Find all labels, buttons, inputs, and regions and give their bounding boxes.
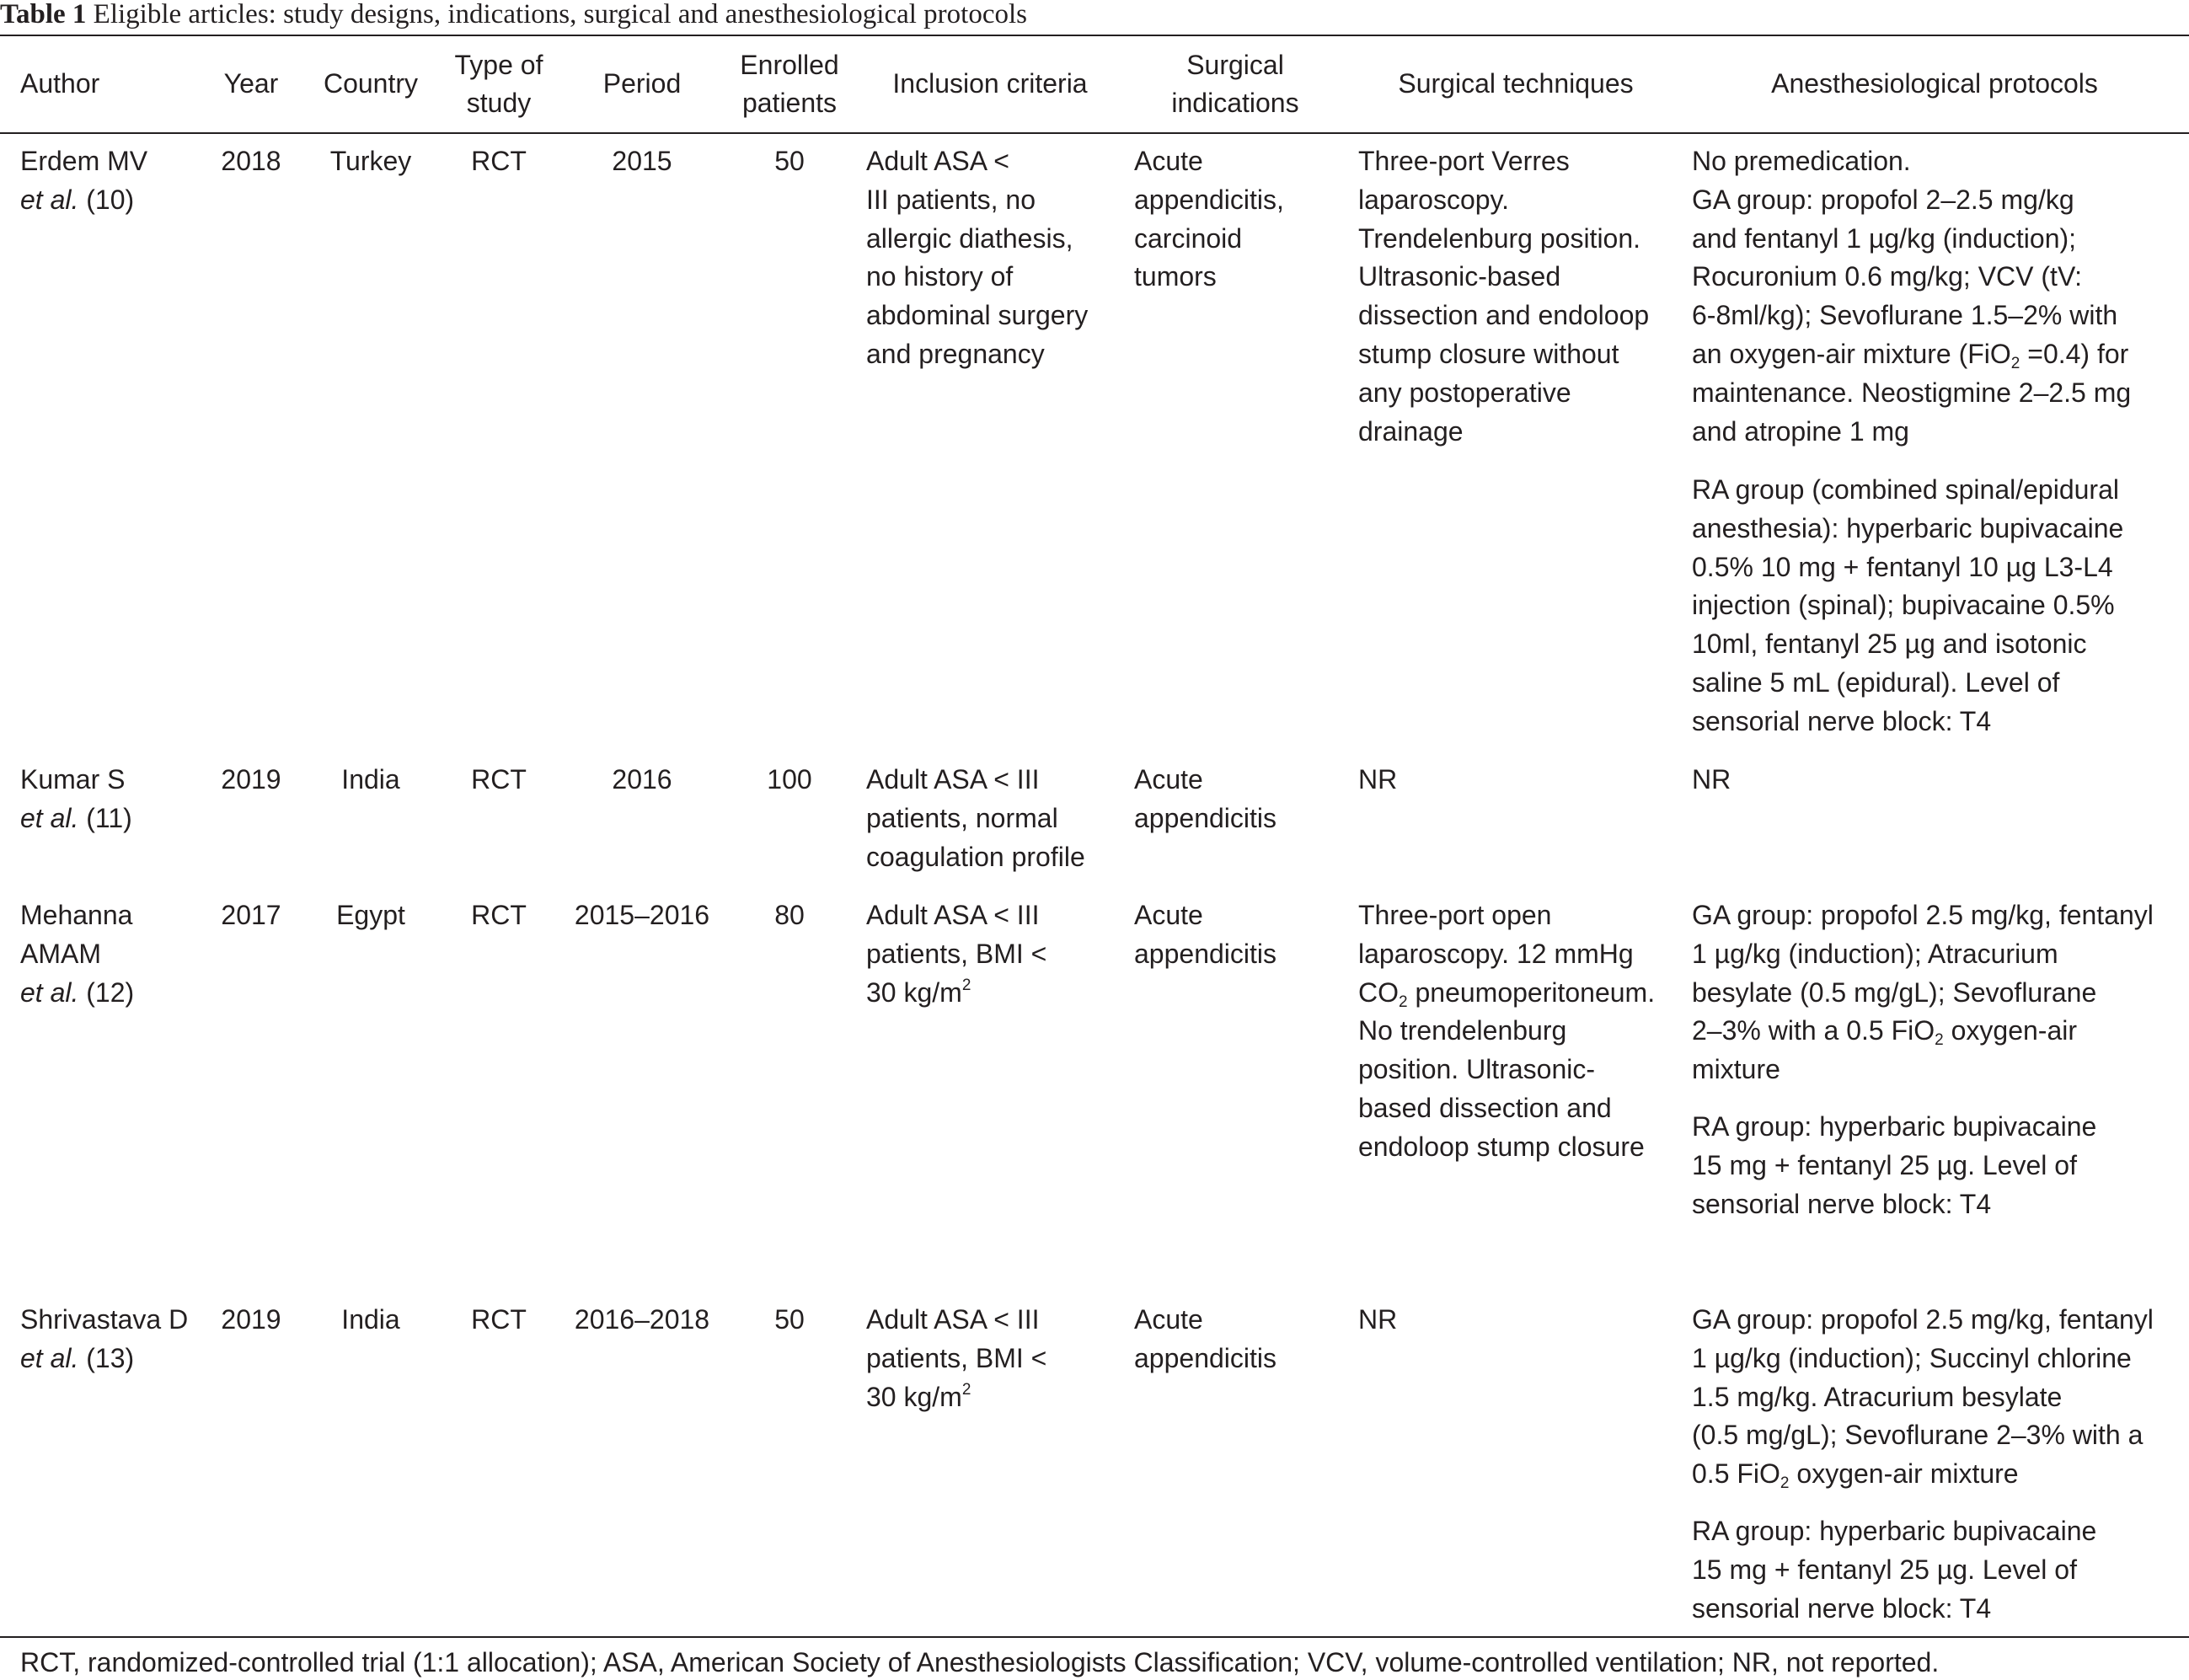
technique-line: Three-port open [1358,900,1552,930]
protocol-line [1692,1455,2154,1494]
protocol-line: 15 mg + fentanyl 25 µg. Level of [1692,1149,2077,1180]
table-title: Eligible articles: study designs, indications, surgical and anesthesiological protocols [93,0,1027,29]
author-etal: et al. [20,976,79,1008]
year-cell: 2017 [221,900,281,930]
inclusion-line: patients, BMI < [866,1342,1047,1373]
techniques-cell [1358,142,1649,451]
period-cell: 2016–2018 [574,1304,710,1335]
protocol-line: and atropine 1 mg [1692,415,1909,447]
technique-line: Three-port Verres [1358,146,1570,176]
protocol-line: 6-8ml/kg); Sevoflurane 1.5–2% with [1692,300,2118,331]
inclusion-line: III patients, no [866,184,1036,215]
header-indications-line1: Surgical [1186,50,1284,80]
header-type-line1: Type of [454,50,543,80]
inclusion-line [866,974,1046,1013]
author-etal: et al. [20,184,79,215]
author-ref: (13) [78,1342,135,1373]
superscript: 2 [961,1380,971,1399]
header-techniques: Surgical techniques [1398,68,1634,99]
protocol-line: and fentanyl 1 µg/kg (induction); [1692,222,2077,254]
period-cell: 2015 [612,146,672,176]
technique-line: endoloop stump closure [1358,1131,1645,1162]
protocol-line: 1.5 mg/kg. Atracurium besylate [1692,1381,2063,1412]
protocol-line: GA group: propofol 2.5 mg/kg, fentanyl [1692,900,2154,930]
header-protocols: Anesthesiological protocols [1771,68,2098,99]
inclusion-cell [866,761,1085,876]
protocol-line: GA group: propofol 2.5 mg/kg, fentanyl [1692,1304,2154,1335]
protocol-line: GA group: propofol 2–2.5 mg/kg [1692,184,2074,215]
header-country: Country [323,68,419,99]
header-period: Period [602,68,682,99]
enrolled-cell: 50 [774,1304,805,1335]
indication-line: appendicitis [1134,802,1276,833]
techniques-cell: NR [1358,1304,1398,1335]
protocol-line [1692,335,2131,374]
indications-cell [1134,142,1284,297]
technique-text: CO [1358,976,1399,1008]
author-ref: (11) [78,802,132,833]
protocol-line: 10ml, fentanyl 25 µg and isotonic [1692,629,2087,660]
indication-line: Acute [1134,1304,1203,1335]
protocol-line [1692,1012,2154,1051]
indication-line: appendicitis [1134,938,1276,969]
inclusion-cell [866,1301,1046,1416]
inclusion-line: allergic diathesis, [866,222,1073,254]
superscript: 2 [961,976,971,994]
indications-cell [1134,761,1276,838]
author-cell [20,142,147,220]
author-cell [20,896,134,1012]
protocol-line: saline 5 mL (epidural). Level of [1692,666,2060,698]
inclusion-line: no history of [866,261,1014,292]
technique-line: drainage [1358,415,1464,447]
protocol-ga-cell [1692,896,2154,1089]
subscript: 2 [2010,354,2020,372]
bottom-rule [0,1636,2189,1638]
technique-line: laparoscopy. [1358,184,1510,215]
table-caption [0,0,1027,34]
inclusion-line: and pregnancy [866,338,1045,369]
author-name: Mehanna [20,900,133,930]
type-cell: RCT [471,764,527,795]
author-etal: et al. [20,802,79,833]
protocol-line: sensorial nerve block: T4 [1692,1188,1992,1219]
protocol-line: (0.5 mg/gL); Sevoflurane 2–3% with a [1692,1420,2144,1451]
inclusion-line: patients, BMI < [866,938,1047,969]
enrolled-cell: 100 [767,764,812,795]
protocol-line: No premedication. [1692,146,1911,176]
author-name: Kumar S [20,764,126,795]
technique-line: Trendelenburg position. [1358,222,1641,254]
period-cell: 2015–2016 [574,900,710,930]
protocol-cell: NR [1692,764,1731,795]
technique-line: stump closure without [1358,338,1619,369]
protocol-ra-cell [1692,471,2123,741]
author-cell [20,1301,188,1378]
protocol-line: Rocuronium 0.6 mg/kg; VCV (tV: [1692,261,2082,292]
technique-text: pneumoperitoneum. [1407,976,1656,1008]
technique-line [1358,974,1655,1013]
author-etal-line [20,974,134,1013]
technique-line: any postoperative [1358,377,1571,408]
protocol-line: mixture [1692,1054,1780,1085]
protocol-ga-cell [1692,142,2131,451]
protocol-line: 15 mg + fentanyl 25 µg. Level of [1692,1554,2077,1585]
header-type-line2: study [466,88,532,118]
protocol-line: RA group (combined spinal/epidural [1692,474,2119,505]
author-ref: (10) [78,184,135,215]
protocol-text: oxygen-air mixture [1789,1458,2019,1490]
technique-line: Ultrasonic-based [1358,261,1561,292]
year-cell: 2019 [221,764,281,795]
author-etal: et al. [20,1342,79,1373]
header-enrolled-line1: Enrolled [740,50,839,80]
protocol-line: maintenance. Neostigmine 2–2.5 mg [1692,377,2132,408]
protocol-line: 0.5% 10 mg + fentanyl 10 µg L3-L4 [1692,551,2113,582]
header-indications [1126,46,1345,122]
table-footnote: RCT, randomized-controlled trial (1:1 allocation); ASA, American Society of Anesthesiologists Classification; VCV, volume-controlled ventilation; NR, not reported. [20,1647,1940,1677]
protocol-line: 1 µg/kg (induction); Succinyl chlorine [1692,1342,2132,1373]
subscript: 2 [1780,1474,1790,1493]
protocol-line: RA group: hyperbaric bupivacaine [1692,1111,2097,1142]
author-etal-line [20,800,132,838]
period-cell: 2016 [612,764,672,795]
header-inclusion: Inclusion criteria [892,68,1088,99]
technique-line: dissection and endoloop [1358,300,1650,331]
protocol-text: oxygen-air [1943,1015,2078,1046]
country-cell: Egypt [336,900,405,930]
author-name: Shrivastava D [20,1304,189,1335]
protocol-line: besylate (0.5 mg/gL); Sevoflurane [1692,976,2097,1008]
indication-line: carcinoid [1134,222,1243,254]
protocol-text: 0.5 FiO [1692,1458,1780,1490]
indication-line: appendicitis, [1134,184,1284,215]
type-cell: RCT [471,1304,527,1335]
inclusion-line [866,1378,1046,1417]
inclusion-line: Adult ASA < [866,146,1009,176]
top-rule [0,35,2189,36]
enrolled-cell: 50 [774,146,805,176]
protocol-line: injection (spinal); bupivacaine 0.5% [1692,590,2115,621]
country-cell: Turkey [329,146,412,176]
header-author: Author [20,68,100,99]
inclusion-text: 30 kg/m [866,1381,962,1412]
author-ref: (12) [78,976,135,1008]
protocol-line: sensorial nerve block: T4 [1692,705,1992,736]
inclusion-cell [866,142,1088,374]
table-label: Table 1 [0,0,87,29]
country-cell: India [341,1304,400,1335]
protocol-text: =0.4) for [2020,338,2129,369]
protocol-line: RA group: hyperbaric bupivacaine [1692,1516,2097,1546]
technique-line: position. Ultrasonic- [1358,1054,1595,1085]
indication-line: Acute [1134,900,1203,930]
enrolled-cell: 80 [774,900,805,930]
protocol-line: 1 µg/kg (induction); Atracurium [1692,938,2058,969]
inclusion-cell [866,896,1046,1012]
protocol-ga-cell [1692,1301,2154,1494]
header-year: Year [223,68,279,99]
subscript: 2 [1399,992,1408,1011]
indication-line: Acute [1134,764,1203,795]
indication-line: tumors [1134,261,1217,292]
header-type [440,46,558,122]
techniques-cell [1358,896,1655,1167]
type-cell: RCT [471,146,527,176]
header-indications-line2: indications [1171,88,1299,118]
inclusion-line: abdominal surgery [866,300,1089,331]
author-etal-line [20,181,147,220]
inclusion-line: Adult ASA < III [866,1304,1040,1335]
author-name-cont: AMAM [20,938,101,969]
technique-line: No trendelenburg [1358,1015,1567,1046]
author-etal-line [20,1340,188,1378]
protocol-line: anesthesia): hyperbaric bupivacaine [1692,512,2124,543]
inclusion-line: Adult ASA < III [866,900,1040,930]
technique-line: based dissection and [1358,1092,1612,1123]
type-cell: RCT [471,900,527,930]
inclusion-line: Adult ASA < III [866,764,1040,795]
year-cell: 2018 [221,146,281,176]
country-cell: India [341,764,400,795]
indication-line: Acute [1134,146,1203,176]
inclusion-line: patients, normal [866,802,1058,833]
inclusion-line: coagulation profile [866,841,1085,872]
indications-cell [1134,1301,1276,1378]
indication-line: appendicitis [1134,1342,1276,1373]
techniques-cell: NR [1358,764,1398,795]
author-name: Erdem MV [20,146,148,176]
technique-line: laparoscopy. 12 mmHg [1358,938,1634,969]
year-cell: 2019 [221,1304,281,1335]
indications-cell [1134,896,1276,974]
protocol-ra-cell [1692,1512,2096,1628]
protocol-text: an oxygen-air mixture (FiO [1692,338,2011,369]
inclusion-text: 30 kg/m [866,976,962,1008]
header-enrolled [726,46,853,122]
header-rule [0,132,2189,134]
protocol-line: sensorial nerve block: T4 [1692,1592,1992,1624]
protocol-text: 2–3% with a 0.5 FiO [1692,1015,1935,1046]
protocol-ra-cell [1692,1108,2096,1223]
header-enrolled-line2: patients [741,88,838,118]
subscript: 2 [1935,1031,1944,1050]
author-cell [20,761,132,838]
